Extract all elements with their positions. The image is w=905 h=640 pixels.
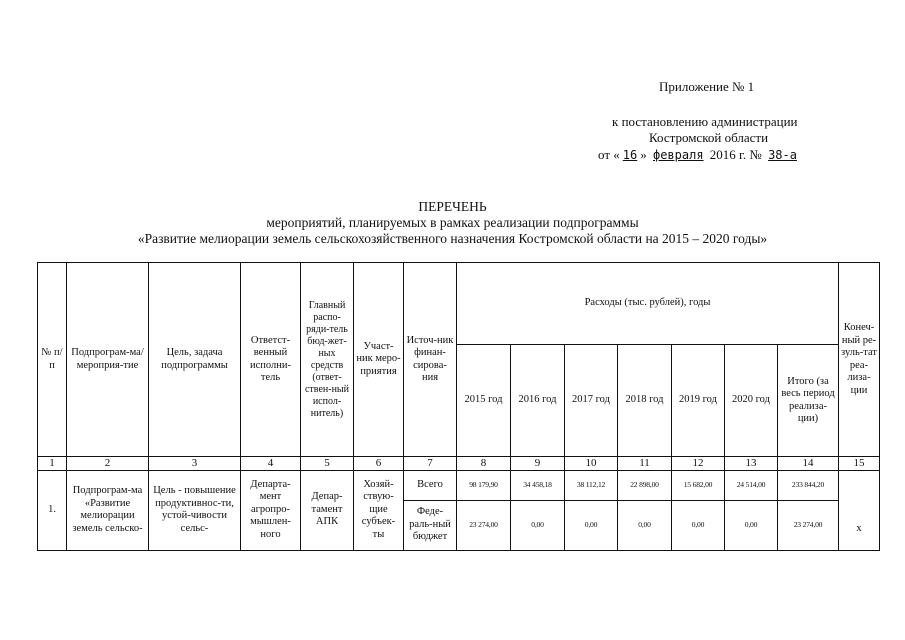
table-row [38, 470, 880, 500]
heading-line-2: «Развитие мелиорации земель сельскохозяйственного назначения Костромской области на 2015 – 2020 годы» [137, 231, 768, 246]
row-executor: Департа-мент агропро-мышлен-ного [241, 470, 301, 550]
index-cell: 15 [839, 457, 880, 471]
value-2019-total: 15 682,00 [672, 470, 725, 500]
header-goal: Цель, задача подпрограммы [149, 263, 241, 457]
date-year: 2016 г. № [709, 147, 762, 162]
value-2016-total: 34 458,18 [511, 470, 565, 500]
value-2017-federal: 0,00 [565, 500, 618, 550]
value-sum-total: 233 844,20 [778, 470, 839, 500]
source-total: Всего [404, 470, 457, 500]
value-sum-federal: 23 274,00 [778, 500, 839, 550]
header-total: Итого (за весь период реализа-ции) [778, 345, 839, 457]
index-cell: 12 [672, 457, 725, 471]
appendix-line-1: к постановлению администрации [612, 114, 798, 129]
index-cell: 7 [404, 457, 457, 471]
index-cell: 1 [38, 457, 67, 471]
header-subprogram: Подпрограм-ма/мероприя-тие [67, 263, 149, 457]
index-cell: 6 [354, 457, 404, 471]
header-manager: Главный распо-ряди-тель бюд-жет-ных средств (ответ-ствен-ный испол-нитель) [301, 263, 354, 457]
value-2015-federal: 23 274,00 [457, 500, 511, 550]
index-cell: 9 [511, 457, 565, 471]
index-cell: 11 [618, 457, 672, 471]
row-result: x [839, 470, 880, 550]
row-participant: Хозяй-ствую-щие субъек-ты [354, 470, 404, 550]
index-cell: 8 [457, 457, 511, 471]
document-number: 38-а [768, 148, 797, 162]
heading-title: ПЕРЕЧЕНЬ [418, 199, 487, 214]
measures-table [37, 262, 880, 551]
header-participant: Участ-ник меро-приятия [354, 263, 404, 457]
header-year-2015: 2015 год [457, 345, 511, 457]
header-expenses: Расходы (тыс. рублей), годы [457, 263, 839, 345]
column-index-row [38, 457, 880, 471]
value-2020-federal: 0,00 [725, 500, 778, 550]
header-source: Источ-ник финан-сирова-ния [404, 263, 457, 457]
value-2018-total: 22 898,00 [618, 470, 672, 500]
index-cell: 3 [149, 457, 241, 471]
row-subprogram: Подпрограм-ма «Развитие мелиорации земель сельско- [67, 470, 149, 550]
header-year-2016: 2016 год [511, 345, 565, 457]
value-2015-total: 98 179,90 [457, 470, 511, 500]
index-cell: 4 [241, 457, 301, 471]
header-year-2019: 2019 год [672, 345, 725, 457]
value-2017-total: 38 112,12 [565, 470, 618, 500]
source-federal: Феде-раль-ный бюджет [404, 500, 457, 550]
index-cell: 14 [778, 457, 839, 471]
header-no: № п/п [38, 263, 67, 457]
index-cell: 2 [67, 457, 149, 471]
date-mid: » [640, 147, 647, 162]
row-goal: Цель - повышение продуктивнос-ти, устой-чивости сельс- [149, 470, 241, 550]
row-number: 1. [38, 470, 67, 550]
date-day: 16 [622, 148, 638, 162]
index-cell: 10 [565, 457, 618, 471]
header-executor: Ответст-венный исполни-тель [241, 263, 301, 457]
heading-line-1: мероприятий, планируемых в рамках реализации подпрограммы [266, 215, 639, 230]
value-2016-federal: 0,00 [511, 500, 565, 550]
header-year-2017: 2017 год [565, 345, 618, 457]
index-cell: 13 [725, 457, 778, 471]
appendix-line-2: Костромской области [649, 130, 769, 145]
value-2019-federal: 0,00 [672, 500, 725, 550]
appendix-date-line [598, 147, 800, 163]
header-year-2020: 2020 год [725, 345, 778, 457]
row-manager: Депар-тамент АПК [301, 470, 354, 550]
date-prefix: от « [598, 147, 620, 162]
header-year-2018: 2018 год [618, 345, 672, 457]
date-month: февраля [652, 148, 704, 162]
appendix-title: Приложение № 1 [659, 79, 755, 94]
value-2020-total: 24 514,00 [725, 470, 778, 500]
value-2018-federal: 0,00 [618, 500, 672, 550]
header-result: Конеч-ный ре-зуль-тат реа-лиза-ции [839, 263, 880, 457]
index-cell: 5 [301, 457, 354, 471]
